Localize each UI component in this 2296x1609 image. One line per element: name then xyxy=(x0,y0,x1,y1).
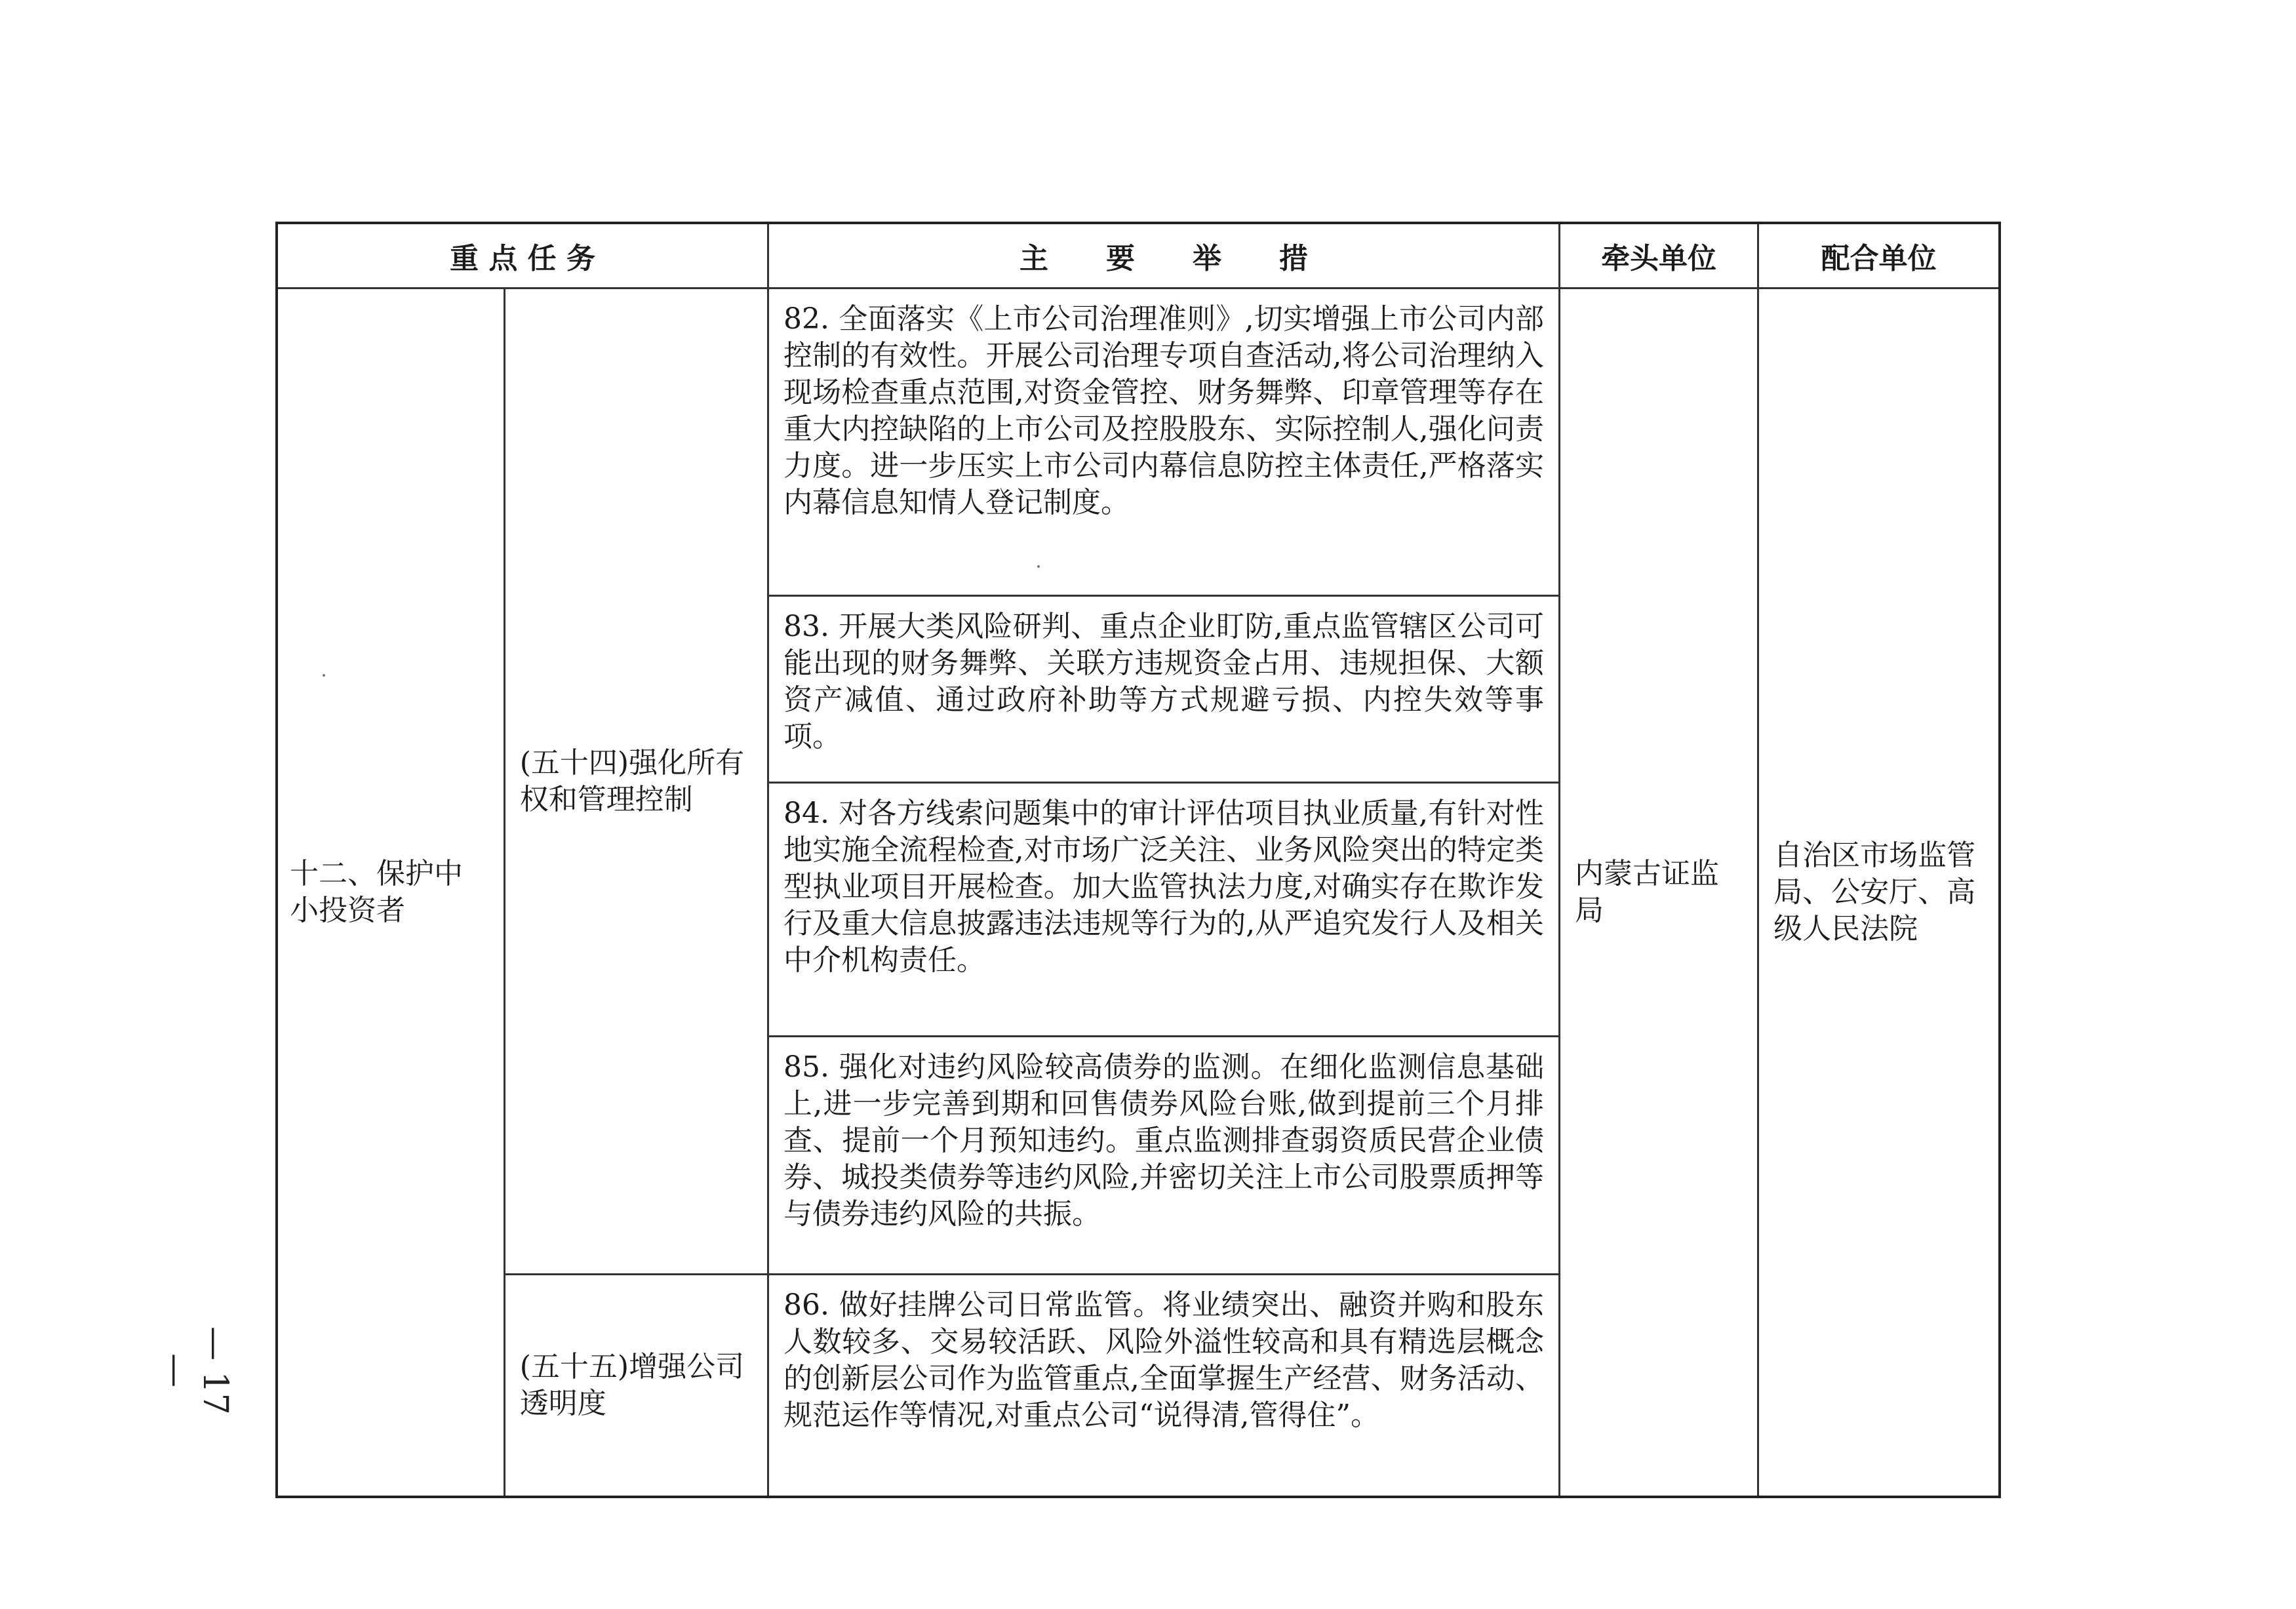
header-main-measure: 主 要 举 措 xyxy=(768,223,1560,288)
header-lead-unit: 牵头单位 xyxy=(1559,223,1758,288)
header-key-task: 重 点 任 务 xyxy=(277,223,768,288)
lead-unit-cell: 内蒙古证监局 xyxy=(1559,288,1758,1498)
scan-speck xyxy=(1037,565,1040,568)
scan-speck xyxy=(323,674,325,677)
main-task-cell: 十二、保护中小投资者 xyxy=(277,288,504,1498)
measure-cell: 85. 强化对违约风险较高债券的监测。在细化监测信息基础上,进一步完善到期和回售债券风险台账,做到提前三个月排查、提前一个月预知违约。重点监测排查弱资质民营企业债券、城投类债券等违约风险,并密切关注上市公司股票质押等与债券违约风险的共振。 xyxy=(768,1037,1560,1275)
measure-cell: 83. 开展大类风险研判、重点企业盯防,重点监管辖区公司可能出现的财务舞弊、关联方违规资金占用、违规担保、大额资产减值、通过政府补助等方式规避亏损、内控失效等事项。 xyxy=(768,596,1560,783)
page-number: — 17 — xyxy=(156,1326,235,1415)
measure-cell: 82. 全面落实《上市公司治理准则》,切实增强上市公司内部控制的有效性。开展公司治理专项自查活动,将公司治理纳入现场检查重点范围,对资金管控、财务舞弊、印章管理等存在重大内控缺陷的上市公司及控股股东、实际控制人,强化问责力度。进一步压实上市公司内幕信息防控主体责任,严格落实内幕信息知情人登记制度。 xyxy=(768,288,1560,596)
task-table xyxy=(275,222,2001,1498)
sub-task-cell: (五十五)增强公司透明度 xyxy=(504,1275,768,1498)
header-support-unit: 配合单位 xyxy=(1758,223,2000,288)
sub-task-cell: (五十四)强化所有权和管理控制 xyxy=(504,288,768,1275)
table-header-row xyxy=(277,223,2000,288)
table-row xyxy=(277,288,2000,596)
measure-cell: 84. 对各方线索问题集中的审计评估项目执业质量,有针对性地实施全流程检查,对市场广泛关注、业务风险突出的特定类型执业项目开展检查。加大监管执法力度,对确实存在欺诈发行及重大信息披露违法违规等行为的,从严追究发行人及相关中介机构责任。 xyxy=(768,783,1560,1037)
support-unit-cell: 自治区市场监管局、公安厅、高级人民法院 xyxy=(1758,288,2000,1498)
measure-cell: 86. 做好挂牌公司日常监管。将业绩突出、融资并购和股东人数较多、交易较活跃、风险外溢性较高和具有精选层概念的创新层公司作为监管重点,全面掌握生产经营、财务活动、规范运作等情况,对重点公司“说得清,管得住”。 xyxy=(768,1275,1560,1498)
